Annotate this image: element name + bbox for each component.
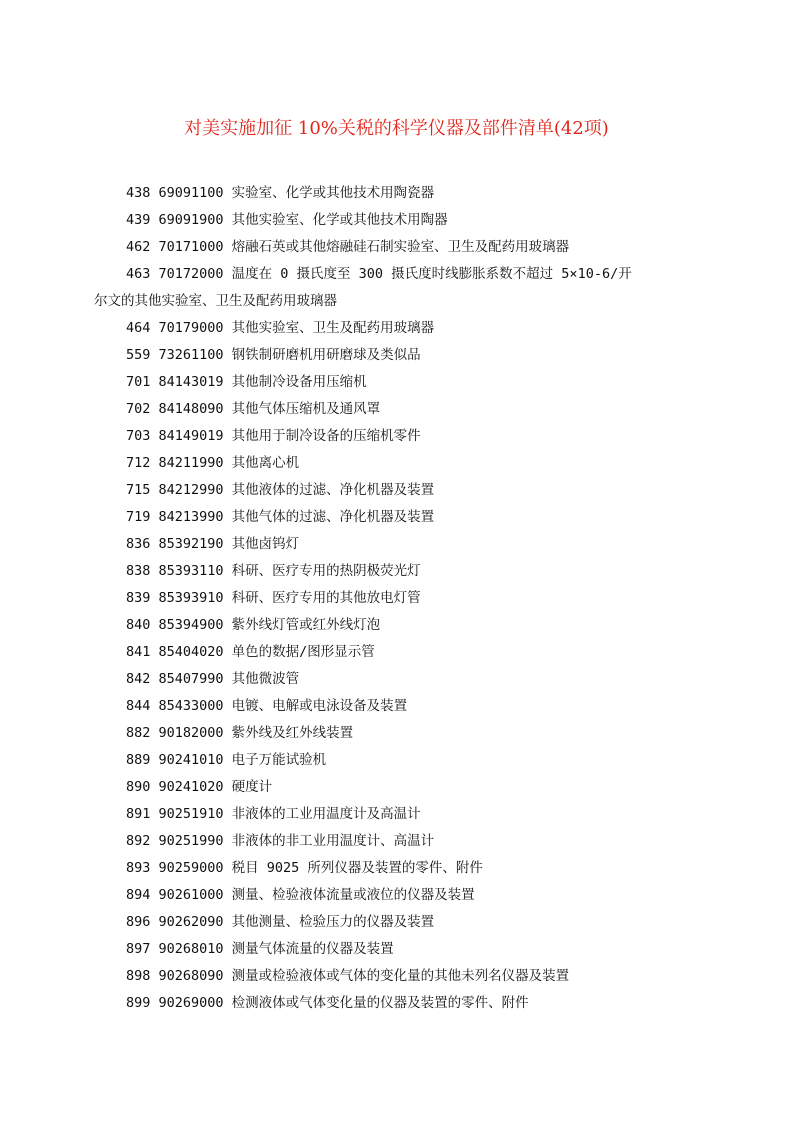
list-item bbox=[0, 558, 793, 585]
list-item-text: 889 90241010 电子万能试验机 bbox=[126, 752, 327, 768]
list-item-text: 892 90251990 非液体的非工业用温度计、高温计 bbox=[126, 833, 435, 849]
list-item-text: 464 70179000 其他实验室、卫生及配药用玻璃器 bbox=[126, 320, 435, 336]
list-item bbox=[0, 369, 793, 396]
list-item bbox=[0, 990, 793, 1017]
list-item bbox=[0, 666, 793, 693]
list-item bbox=[0, 963, 793, 990]
list-item bbox=[0, 234, 793, 261]
list-item bbox=[0, 639, 793, 666]
list-item-text: 893 90259000 税目 9025 所列仪器及装置的零件、附件 bbox=[126, 860, 483, 876]
list-item bbox=[0, 909, 793, 936]
list-item-text: 838 85393110 科研、医疗专用的热阴极荧光灯 bbox=[126, 563, 421, 579]
list-item bbox=[0, 396, 793, 423]
list-item bbox=[0, 720, 793, 747]
list-item bbox=[0, 828, 793, 855]
list-item-continuation: 尔文的其他实验室、卫生及配药用玻璃器 bbox=[94, 293, 337, 309]
list-item-text: 702 84148090 其他气体压缩机及通风罩 bbox=[126, 401, 381, 417]
list-item bbox=[0, 747, 793, 774]
list-item bbox=[0, 801, 793, 828]
list-item-text: 712 84211990 其他离心机 bbox=[126, 455, 300, 471]
list-item-text: 462 70171000 熔融石英或其他熔融硅石制实验室、卫生及配药用玻璃器 bbox=[126, 239, 570, 255]
list-item-text: 891 90251910 非液体的工业用温度计及高温计 bbox=[126, 806, 421, 822]
list-item-text: 844 85433000 电镀、电解或电泳设备及装置 bbox=[126, 698, 408, 714]
list-item bbox=[0, 342, 793, 369]
list-item-text: 897 90268010 测量气体流量的仪器及装置 bbox=[126, 941, 394, 957]
list-item-text: 896 90262090 其他测量、检验压力的仪器及装置 bbox=[126, 914, 435, 930]
list-item bbox=[0, 585, 793, 612]
list-item bbox=[0, 693, 793, 720]
list-item-text: 842 85407990 其他微波管 bbox=[126, 671, 300, 687]
list-item bbox=[0, 207, 793, 234]
list-item bbox=[0, 855, 793, 882]
list-item-text: 701 84143019 其他制冷设备用压缩机 bbox=[126, 374, 367, 390]
list-item-text: 899 90269000 检测液体或气体变化量的仪器及装置的零件、附件 bbox=[126, 995, 529, 1011]
list-item-text: 438 69091100 实验室、化学或其他技术用陶瓷器 bbox=[126, 185, 435, 201]
list-item bbox=[0, 180, 793, 207]
list-item-text: 703 84149019 其他用于制冷设备的压缩机零件 bbox=[126, 428, 421, 444]
list-item bbox=[0, 477, 793, 504]
list-item-text: 463 70172000 温度在 0 摄氏度至 300 摄氏度时线膨胀系数不超过 5×10-6/开 bbox=[126, 266, 632, 282]
list-item-text: 559 73261100 钢铁制研磨机用研磨球及类似品 bbox=[126, 347, 421, 363]
list-item bbox=[0, 423, 793, 450]
tariff-item-list bbox=[0, 180, 793, 1017]
list-item-text: 719 84213990 其他气体的过滤、净化机器及装置 bbox=[126, 509, 435, 525]
list-item bbox=[0, 936, 793, 963]
list-item-text: 439 69091900 其他实验室、化学或其他技术用陶器 bbox=[126, 212, 448, 228]
list-item bbox=[0, 531, 793, 558]
list-item-text: 894 90261000 测量、检验液体流量或液位的仪器及装置 bbox=[126, 887, 475, 903]
list-item bbox=[0, 504, 793, 531]
document-title: 对美实施加征 10%关税的科学仪器及部件清单(42项) bbox=[184, 118, 609, 139]
list-item-text: 898 90268090 测量或检验液体或气体的变化量的其他未列名仪器及装置 bbox=[126, 968, 570, 984]
list-item-text: 839 85393910 科研、医疗专用的其他放电灯管 bbox=[126, 590, 421, 606]
list-item-text: 715 84212990 其他液体的过滤、净化机器及装置 bbox=[126, 482, 435, 498]
list-item-text: 890 90241020 硬度计 bbox=[126, 779, 273, 795]
list-item bbox=[0, 774, 793, 801]
list-item bbox=[0, 450, 793, 477]
list-item-text: 836 85392190 其他卤钨灯 bbox=[126, 536, 300, 552]
list-item bbox=[0, 882, 793, 909]
list-item bbox=[0, 261, 793, 315]
list-item-text: 841 85404020 单色的数据/图形显示管 bbox=[126, 644, 375, 660]
list-item-text: 840 85394900 紫外线灯管或红外线灯泡 bbox=[126, 617, 381, 633]
list-item bbox=[0, 612, 793, 639]
list-item-text: 882 90182000 紫外线及红外线装置 bbox=[126, 725, 354, 741]
list-item bbox=[0, 315, 793, 342]
